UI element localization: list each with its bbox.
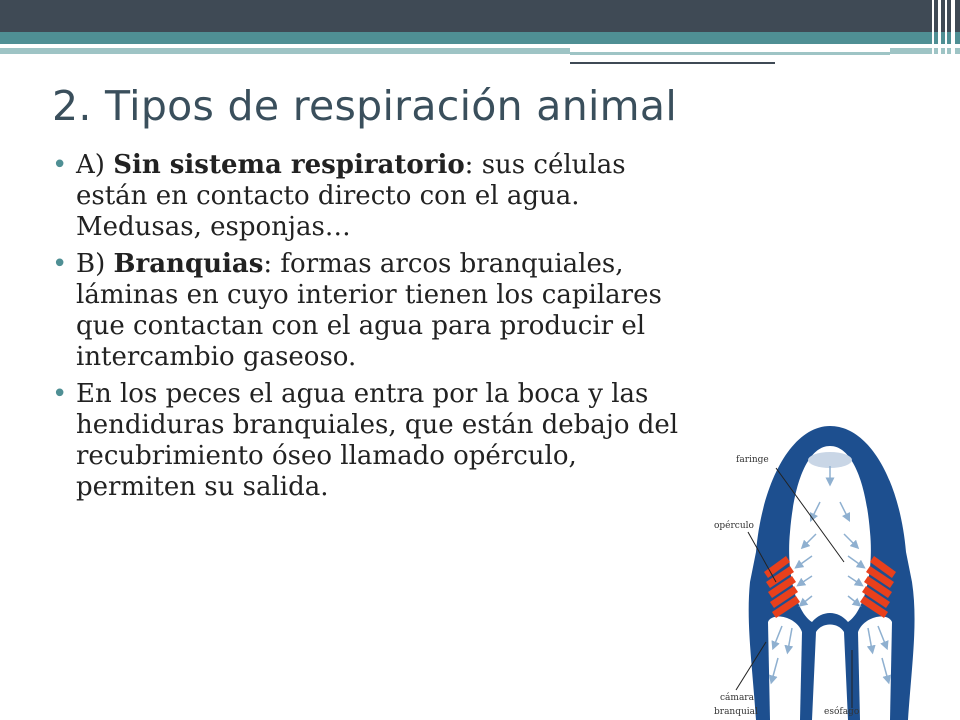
label-faringe: faringe <box>736 455 769 465</box>
fish-gill-diagram <box>712 422 948 720</box>
bullet-icon: • <box>52 150 68 180</box>
label-esofago: esófago <box>824 707 860 717</box>
decorative-line <box>570 62 775 64</box>
bullet-prefix: A) <box>76 150 114 180</box>
bullet-list <box>50 150 705 509</box>
bullet-prefix: B) <box>76 249 114 279</box>
label-camara-line1: cámara <box>720 693 754 703</box>
gill-chamber-right <box>858 617 892 720</box>
accent-stripe <box>0 32 960 44</box>
top-bar <box>0 0 960 32</box>
decorative-notch <box>570 44 890 52</box>
label-operculo: opérculo <box>714 521 754 531</box>
bullet-term: Sin sistema respiratorio <box>113 150 465 180</box>
bullet-text: En los peces el agua entra por la boca y las hendiduras branquiales, que están debajo del recubrimiento óseo llamado opérculo, permiten su salida. <box>76 379 679 502</box>
bullet-item-b <box>50 249 705 373</box>
corner-bars <box>926 0 960 60</box>
bullet-text: : sus células están en contacto directo con el agua. Medusas, esponjas… <box>76 150 626 242</box>
label-camara-line2: branquial <box>714 707 758 717</box>
bullet-item-a <box>50 150 705 243</box>
mouth-opening <box>808 452 852 468</box>
bullet-term: Branquias <box>113 249 264 279</box>
bullet-icon: • <box>52 379 68 409</box>
slide-title: 2. Tipos de respiración animal <box>52 82 678 130</box>
bullet-text: : formas arcos branquiales, láminas en cuyo interior tienen los capilares que contactan con el agua para producir el intercambio gaseoso. <box>76 249 662 372</box>
decorative-notch-line <box>570 52 890 55</box>
gill-chamber-left <box>768 617 802 720</box>
bullet-icon: • <box>52 249 68 279</box>
bullet-item-fish <box>50 379 705 503</box>
